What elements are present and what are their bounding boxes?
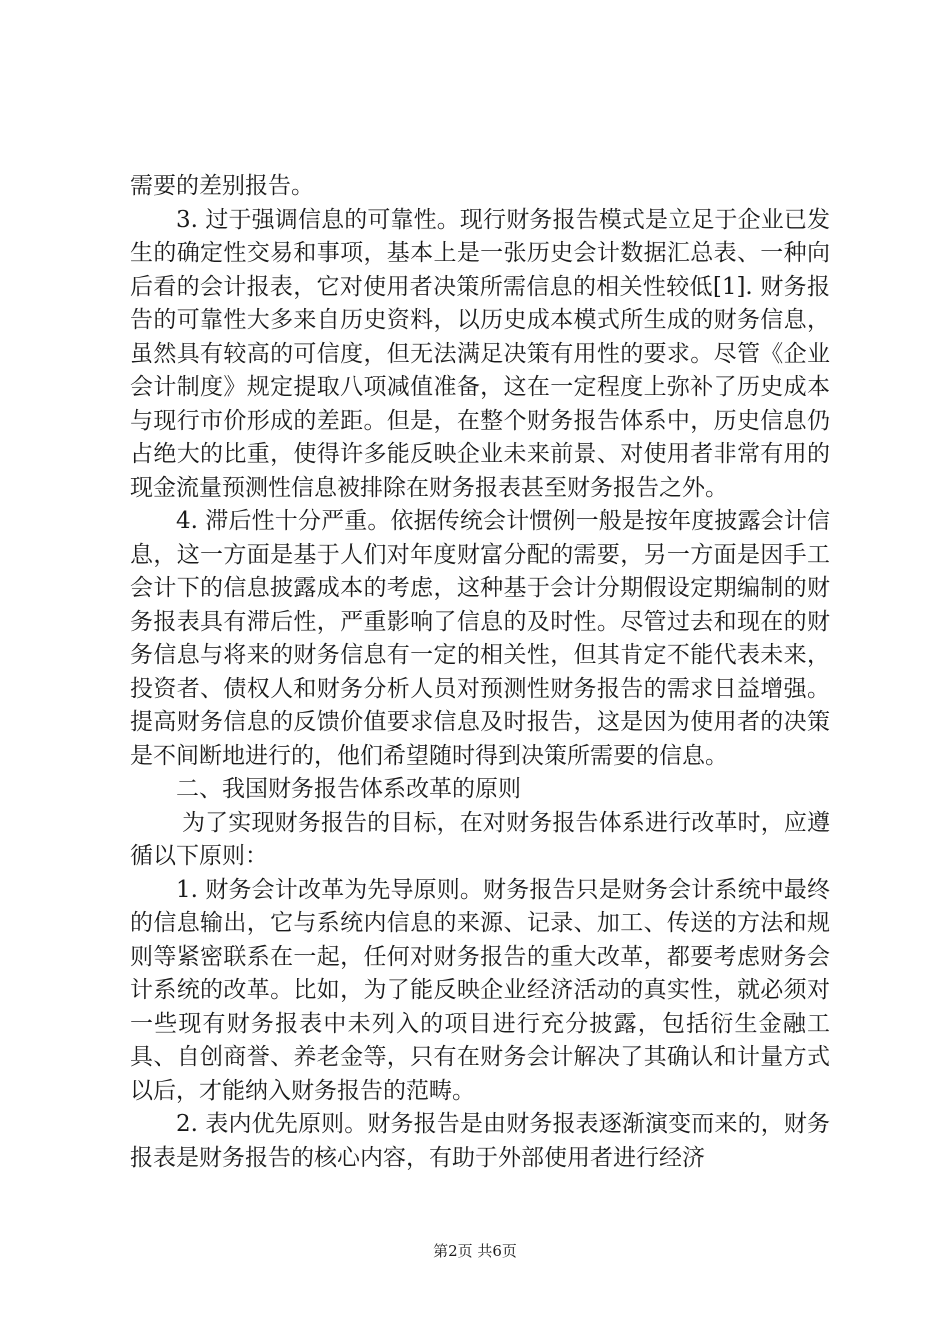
paragraph-principle-2: 2. 表内优先原则。财务报告是由财务报表逐渐演变而来的，财务报表是财务报告的核心内容，有助于外部使用者进行经济 xyxy=(130,1111,830,1171)
section-heading: 二、我国财务报告体系改革的原则 xyxy=(176,776,521,802)
page-footer: 第2页 共6页 xyxy=(433,1242,517,1260)
paragraph-point-4: 4. 滞后性十分严重。依据传统会计惯例一般是按年度披露会计信息，这一方面是基于人们对年度财富分配的需要，另一方面是因手工会计下的信息披露成本的考虑，这种基于会计分期假设定期编制的财务报表具有滞后性，严重影响了信息的及时性。尽管过去和现在的财务信息与将来的财务信息有一定的相关性，但其肯定不能代表未来，投资者、债权人和财务分析人员对预测性财务报告的需求日益增强。提高财务信息的反馈价值要求信息及时报告，这是因为使用者的决策是不间断地进行的，他们希望随时得到决策所需要的信息。 xyxy=(130,508,830,769)
document-body xyxy=(130,170,830,1175)
paragraph-principle-1: 1. 财务会计改革为先导原则。财务报告只是财务会计系统中最终的信息输出，它与系统内信息的来源、记录、加工、传送的方法和规则等紧密联系在一起，任何对财务报告的重大改革，都要考虑财务会计系统的改革。比如，为了能反映企业经济活动的真实性，就必须对一些现有财务报表中未列入的项目进行充分披露，包括衍生金融工具、自创商誉、养老金等，只有在财务会计解决了其确认和计量方式以后，才能纳入财务报告的范畴。 xyxy=(130,876,830,1104)
paragraph-point-3: 3. 过于强调信息的可靠性。现行财务报告模式是立足于企业已发生的确定性交易和事项，基本上是一张历史会计数据汇总表、一种向后看的会计报表，它对使用者决策所需信息的相关性较低[1]. 财务报告的可靠性大多来自历史资料，以历史成本模式所生成的财务信息，虽然具有较高的可信度，但无法满足决策有用性的要求。尽管《企业会计制度》规定提取八项减值准备，这在一定程度上弥补了历史成本与现行市价形成的差距。但是，在整个财务报告体系中，历史信息仍占绝大的比重，使得许多能反映企业未来前景、对使用者非常有用的现金流量预测性信息被排除在财务报表甚至财务报告之外。 xyxy=(130,206,830,501)
paragraph-intro: 为了实现财务报告的目标，在对财务报告体系进行改革时，应遵循以下原则： xyxy=(130,809,830,869)
paragraph-continuation: 需要的差别报告。 xyxy=(130,173,314,199)
